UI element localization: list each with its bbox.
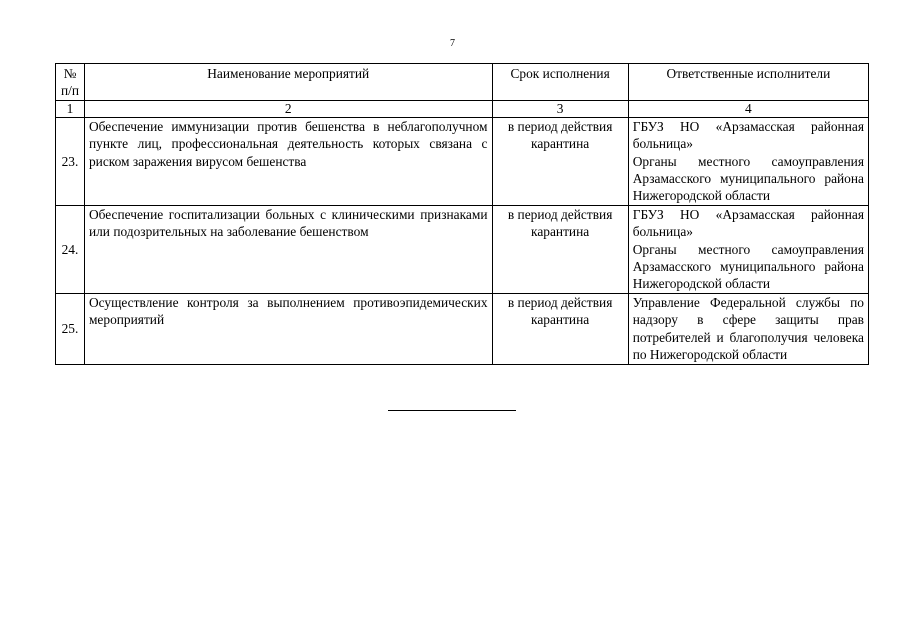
row-number: 23. xyxy=(56,117,85,205)
execution-term: в период действия карантина xyxy=(492,117,628,205)
header-responsible: Ответственные исполнители xyxy=(628,64,868,101)
table-header-row xyxy=(56,64,869,101)
responsible-executors xyxy=(628,293,868,364)
execution-term: в период действия карантина xyxy=(492,205,628,293)
responsible-executors xyxy=(628,205,868,293)
column-number: 3 xyxy=(492,100,628,117)
table-row xyxy=(56,293,869,364)
table-row xyxy=(56,117,869,205)
end-of-document-rule xyxy=(388,410,516,411)
measure-name: Обеспечение иммунизации против бешенства в неблагополучном пункте лиц, профессиональная деятельность которых связана с риском заражения вирусом бешенства xyxy=(84,117,492,205)
row-number: 24. xyxy=(56,205,85,293)
column-number: 1 xyxy=(56,100,85,117)
column-number: 2 xyxy=(84,100,492,117)
execution-term: в период действия карантина xyxy=(492,293,628,364)
measure-name: Обеспечение госпитализации больных с клиническими признаками или подозрительных на заболевание бешенством xyxy=(84,205,492,293)
header-num: № п/п xyxy=(56,64,85,101)
responsible-item: ГБУЗ НО «Арзамасская районная больница» xyxy=(632,118,864,152)
column-number: 4 xyxy=(628,100,868,117)
measure-name: Осуществление контроля за выполнением противоэпидемических мероприятий xyxy=(84,293,492,364)
header-name: Наименование мероприятий xyxy=(84,64,492,101)
row-number: 25. xyxy=(56,293,85,364)
responsible-item: Органы местного самоуправления Арзамасского муниципального района Нижегородской области xyxy=(632,153,864,204)
page-number: 7 xyxy=(450,38,455,49)
responsible-item: ГБУЗ НО «Арзамасская районная больница» xyxy=(632,206,864,240)
measures-table xyxy=(55,63,869,365)
responsible-executors xyxy=(628,117,868,205)
responsible-item: Органы местного самоуправления Арзамасского муниципального района Нижегородской области xyxy=(632,241,864,292)
table-row xyxy=(56,205,869,293)
header-term: Срок исполнения xyxy=(492,64,628,101)
column-numbers-row xyxy=(56,100,869,117)
responsible-item: Управление Федеральной службы по надзору в сфере защиты прав потребителей и благополучия человека по Нижегородской области xyxy=(632,294,864,363)
